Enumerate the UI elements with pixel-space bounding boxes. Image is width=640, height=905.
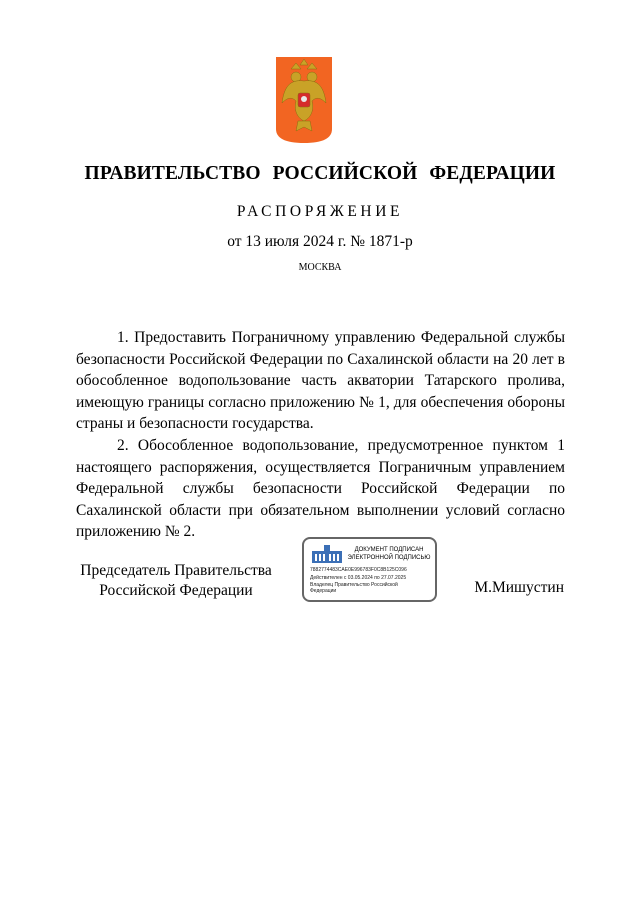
paragraph-1: 1. Предоставить Пограничному управлению Федеральной службы безопасности Российской Федерации по Сахалинской области на 20 лет в обособленное водопользование часть акватории Татарского пролива, имеющую границы согласно приложению № 1, для обеспечения обороны страны и безопасности государства. (76, 329, 565, 433)
signatory-name: М.Мишустин (474, 579, 564, 596)
document-city: МОСКВА (298, 262, 342, 273)
government-building-icon (312, 545, 342, 563)
stamp-heading-line-1: ДОКУМЕНТ ПОДПИСАН (354, 547, 424, 553)
stamp-certificate: 7882774483CAE0E996783F0C8B125C096 (310, 567, 407, 573)
electronic-signature-stamp (302, 537, 437, 602)
document-body (76, 327, 565, 543)
stamp-owner-line-1: Владелец Правительство Российской (310, 582, 398, 588)
paragraph-2: 2. Обособленное водопользование, предусмотренное пунктом 1 настоящего распоряжения, осуществляется Пограничным управлением Федеральной службы безопасности Российской Федерации по Сахалинской области при обязательном выполнении условий согласно приложению № 2. (76, 436, 565, 541)
document-type: РАСПОРЯЖЕНИЕ (236, 203, 404, 220)
document-date-number: от 13 июля 2024 г. № 1871-р (227, 233, 413, 250)
stamp-heading-line-2: ЭЛЕКТРОННОЙ ПОДПИСЬЮ (347, 555, 431, 561)
russian-coat-of-arms-icon (276, 57, 332, 143)
signatory-position (76, 561, 276, 601)
stamp-owner-line-2: Федерации (310, 588, 337, 594)
signatory-position-line-2: Российской Федерации (99, 582, 253, 599)
government-title: ПРАВИТЕЛЬСТВО РОССИЙСКОЙ ФЕДЕРАЦИИ (84, 163, 556, 184)
signatory-position-line-1: Председатель Правительства (80, 562, 272, 579)
stamp-heading (344, 546, 434, 562)
stamp-validity: Действителен с 03.05.2024 по 27.07.2025 (310, 575, 407, 581)
